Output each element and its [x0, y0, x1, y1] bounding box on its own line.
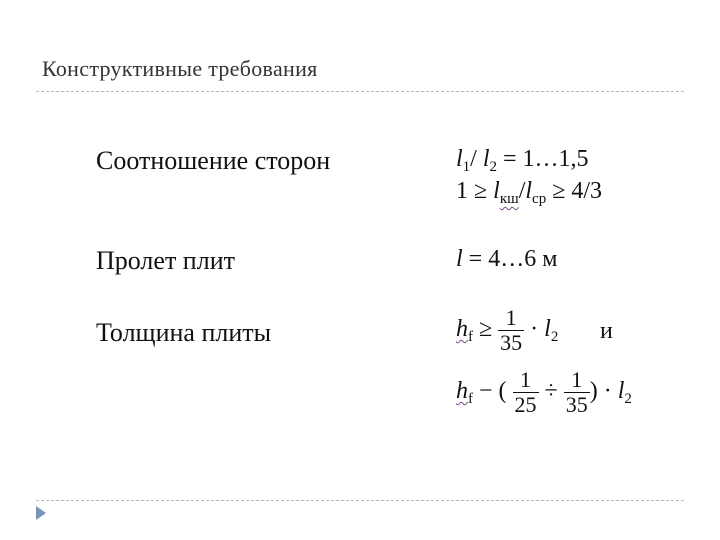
sub-2: 2 [489, 159, 498, 175]
sub-f: f [468, 391, 473, 408]
var-l: l [456, 146, 463, 172]
var-h: h [456, 316, 468, 343]
sub-ksh: кш [499, 191, 519, 207]
formula-thickness-min [456, 306, 558, 355]
ratio-rhs: = 1…1,5 [497, 146, 589, 172]
ineq-lead: 1 ≥ [456, 178, 494, 204]
footer-divider [36, 500, 684, 501]
sub-1: 1 [462, 159, 471, 175]
var-l: l [617, 378, 625, 405]
formula-side-inequality [456, 178, 602, 208]
op-minus-paren: − ( [473, 378, 507, 405]
conjunction-and: и [600, 318, 613, 344]
var-l: l [544, 316, 551, 343]
var-l: l [482, 146, 490, 172]
span-rhs: = 4…6 м [462, 246, 558, 272]
label-slab-thickness: Толщина плиты [96, 318, 272, 347]
label-slab-span: Пролет плит [96, 246, 235, 275]
op-div: ÷ [538, 378, 564, 405]
sub-2: 2 [624, 391, 632, 408]
var-l: l [493, 178, 500, 204]
sub-2: 2 [550, 329, 559, 346]
var-l: l [456, 246, 463, 272]
ineq-slash: / [518, 178, 526, 204]
close-paren-dot: ) · [589, 378, 618, 405]
var-l: l [525, 178, 533, 204]
formula-thickness-range [456, 368, 632, 417]
fraction-1-25: $\frac{1}{25}$ [514, 367, 537, 417]
fraction-1-35: $\frac{1}{35}$ [565, 367, 588, 417]
slide-title: Конструктивные требования [42, 56, 318, 81]
op-geq: ≥ [473, 316, 493, 343]
formula-slab-span [456, 246, 557, 273]
sub-sr: ср [532, 191, 547, 207]
nav-arrow-icon[interactable] [36, 506, 46, 520]
formula-side-ratio [456, 146, 589, 176]
label-side-ratio: Соотношение сторон [96, 146, 331, 175]
fraction-1-35: $\frac{1}{35}$ [500, 305, 523, 355]
sub-f: f [468, 329, 473, 346]
var-h: h [456, 378, 468, 405]
title-divider [36, 91, 684, 92]
ineq-tail: ≥ 4/3 [546, 178, 603, 204]
slash: / [470, 146, 483, 172]
dot: · [524, 316, 545, 343]
